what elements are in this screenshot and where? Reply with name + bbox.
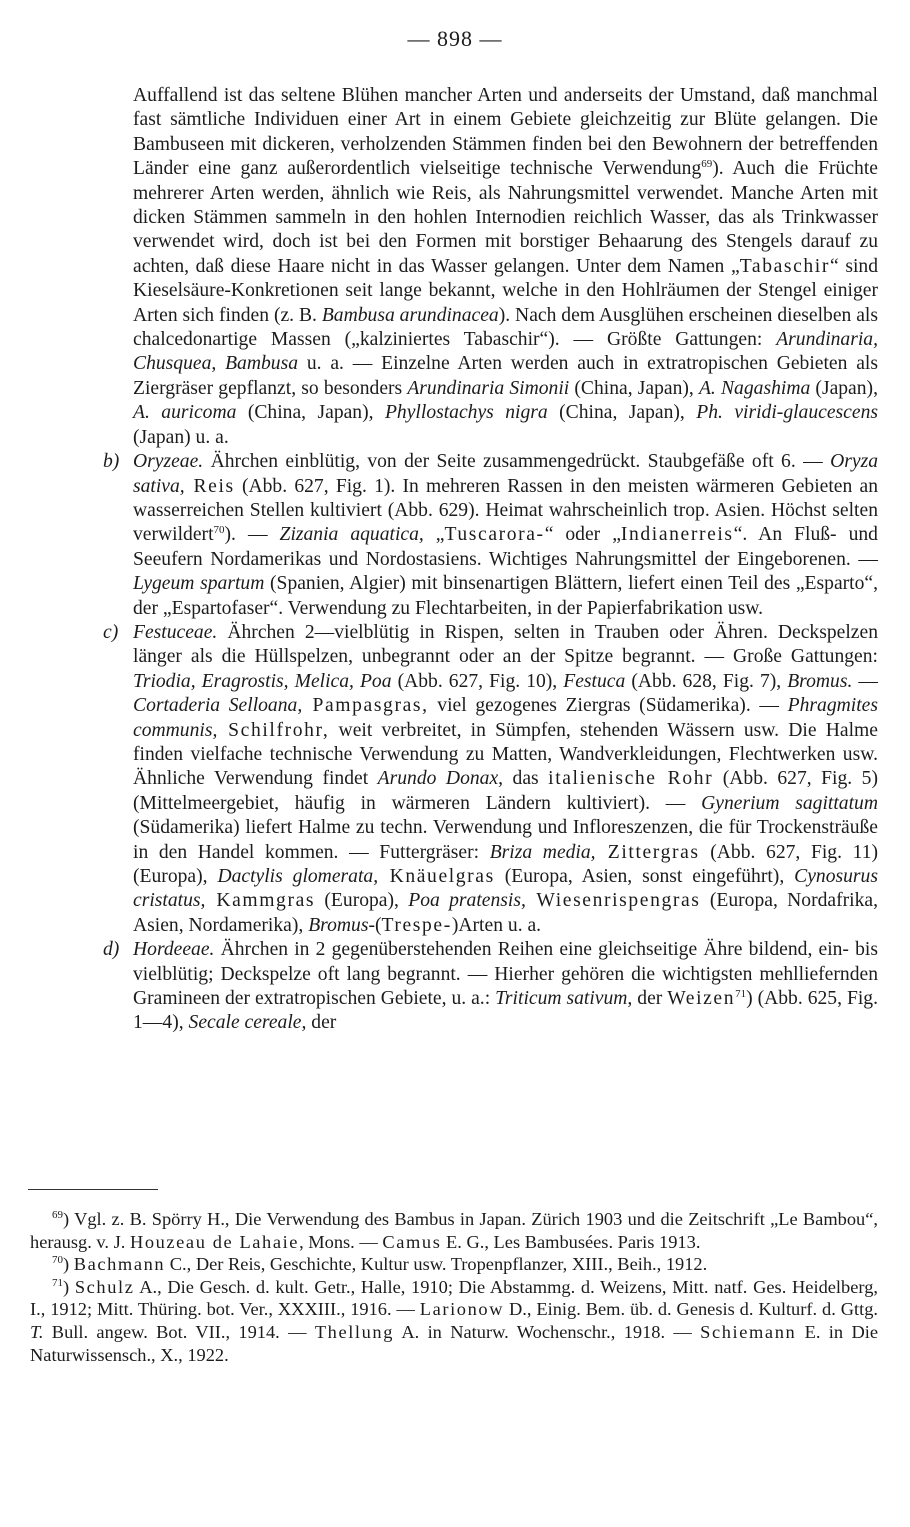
- section-d-hordeeae: [103, 938, 878, 1036]
- taxon: Triodia, Eragrostis, Melica, Poa: [133, 670, 392, 692]
- common-name: Pampasgras,: [302, 695, 429, 717]
- text: Ährchen in 2 gegenüberstehenden Reihen eine gleichseitige Ähre bildend, ein- bis vielblütig; Deckspelze oft lang begrannt. — Hierher gehören die wichtigsten mehlliefernden Gramineen der extratropischen Gebiete, u. a.:: [133, 939, 878, 1010]
- text: ). Auch die Früchte mehrerer Arten werden, ähnlich wie Reis, als Nahrungsmittel verwendet. Manche Arten mit dicken Stämmen sammeln in den hohlen Internodien reichlich Wasser, das als Trinkwasser verwendet wird, doch ist bei den Formen mit borstiger Behaarung des Stengels darauf zu achten, daß diese Haare nicht in das Wasser gelangen. Unter dem Namen „: [133, 158, 878, 277]
- text: —: [852, 670, 878, 692]
- taxon: Lygeum spartum: [133, 573, 265, 595]
- text: ): [63, 1254, 74, 1275]
- footnote-71: [30, 1276, 878, 1366]
- common-name: Schilfrohr,: [217, 719, 330, 741]
- common-name: Tuscarora-: [444, 524, 545, 546]
- author-name: Schiemann: [700, 1321, 797, 1342]
- text: (Europa),: [315, 890, 409, 912]
- footnote-number: 70: [52, 1254, 63, 1267]
- author-name: Larionow: [419, 1299, 505, 1320]
- text: (Abb. 627, Fig. 10),: [391, 670, 564, 692]
- taxon: Phragmites communis,: [133, 695, 878, 741]
- common-name: italienische Rohr: [548, 768, 714, 790]
- taxon: Dactylis glomerata,: [217, 866, 379, 887]
- footnote-number: 69: [52, 1209, 63, 1221]
- text: E. in Die Naturwissensch., X., 1922.: [30, 1321, 878, 1365]
- tribe-name: Hordeeae.: [133, 939, 215, 961]
- common-name: Zittergras: [595, 841, 700, 863]
- text: (Spanien, Algier) mit binsenartigen Blättern, liefert einen Teil des „Esparto“, der „Espartofaser“. Verwendung zu Flechtarbeiten, in der Papierfabrikation usw.: [133, 573, 879, 619]
- text: “ oder „: [544, 524, 621, 546]
- text: (Abb. 627, Fig. 1). In mehreren Rassen in den meisten wärmeren Gebieten an wasserreichen Stellen kultiviert (Abb. 629). Heimat wahrscheinlich trop. Asien. Höchst selten verwildert: [133, 475, 878, 546]
- tribe-name: Oryzeae.: [133, 451, 204, 473]
- common-name: Weizen: [667, 988, 736, 1010]
- taxon: A. Nagashima: [698, 377, 811, 399]
- text: der: [306, 1012, 337, 1034]
- taxon: Triticum sativum,: [495, 988, 633, 1010]
- text: (Abb. 627, Fig. 11) (Europa),: [133, 841, 879, 887]
- text: (Abb. 627, Fig. 5) (Mittelmeergebiet, häufig in wärmeren Ländern kultiviert). —: [133, 768, 878, 814]
- taxon: Bromus-: [308, 914, 375, 936]
- text: der: [632, 988, 668, 1010]
- taxon: Arundinaria, Chusquea, Bambusa: [133, 329, 878, 375]
- paragraph-bambuseae: [133, 84, 878, 450]
- footnote-ref-69: 69: [701, 158, 713, 171]
- common-name: Trespe-: [381, 914, 452, 936]
- taxon: Arundinaria Simonii: [407, 377, 570, 399]
- main-text: [103, 84, 879, 1036]
- tribe-name: Festuceae.: [133, 621, 218, 643]
- footnote-divider: [28, 1189, 158, 1190]
- taxon: Ph. viridi-glaucescens: [696, 402, 878, 424]
- text: das: [503, 768, 549, 790]
- text: A., Die Gesch. d. kult. Getr., Halle, 1910; Die Abstammg. d. Weizens, Mitt. natf. Ges. Heidelberg, I., 1912; Mitt. Thüring. bot. Ver., XXXIII., 1916. —: [30, 1276, 878, 1320]
- text: (Japan),: [810, 377, 878, 399]
- footnote-70: [30, 1253, 878, 1276]
- text: ). —: [224, 524, 280, 546]
- text: (China, Japan),: [569, 377, 699, 399]
- text: ) Vgl. z. B. Spörry H., Die Verwendung des Bambus in Japan. Zürich 1903 und die Zeitschrift „Le Bambou“, herausg. v. J.: [30, 1209, 878, 1252]
- taxon: T.: [30, 1321, 44, 1342]
- text: C., Der Reis, Geschichte, Kultur usw. Tropenpflanzer, XIII., Beih., 1912.: [165, 1254, 708, 1275]
- text: (Südamerika) liefert Halme zu techn. Verwendung und Infloreszenzen, die für Trockensträuße in den Handel kommen. — Futtergräser:: [133, 817, 878, 863]
- taxon: Briza media,: [489, 841, 596, 863]
- text: (Japan) u. a.: [133, 426, 229, 448]
- taxon: Bromus.: [787, 670, 853, 692]
- common-name: Reis: [184, 475, 235, 497]
- common-name: Wiesenrispengras: [525, 890, 701, 912]
- text: Bull. angew. Bot. VII., 1914. —: [43, 1321, 315, 1342]
- author-name: Schulz: [74, 1276, 135, 1297]
- footnote-69: [30, 1208, 878, 1253]
- footnote-ref-70: 70: [213, 524, 225, 537]
- section-label: c): [103, 621, 119, 643]
- author-name: Houzeau de Lahaie: [129, 1231, 300, 1252]
- section-c-festuceae: [103, 621, 879, 938]
- section-label: b): [103, 451, 120, 473]
- taxon: Phyllostachys nigra: [384, 402, 548, 424]
- footnote-number: 71: [52, 1276, 63, 1289]
- text: A. in Naturw. Wochenschr., 1918. —: [394, 1321, 701, 1342]
- taxon: Cortaderia Selloana,: [133, 695, 303, 717]
- text: (: [374, 914, 382, 936]
- taxon: Bambusa arundinacea: [321, 304, 499, 326]
- text: “. An Fluß- und Seeufern Nordamerikas und Nordostasiens. Wichtiges Nahrungsmittel der Eingeborenen. —: [133, 524, 878, 570]
- text: weit verbreitet, in Sümpfen, stehenden Wässern usw. Die Halme finden vielfache technische Verwendung zu Matten, Wandverkleidungen, Flechtwerken usw. Ähnliche Verwendung findet: [133, 719, 878, 790]
- footnotes: [30, 1208, 878, 1366]
- page-number: — 898 —: [407, 26, 503, 51]
- text: , Mons. —: [299, 1231, 383, 1252]
- author-name: Bachmann: [73, 1254, 166, 1275]
- taxon: Gynerium sagittatum: [701, 792, 878, 814]
- taxon: Cynosurus cristatus,: [133, 866, 878, 912]
- text: )Arten u. a.: [451, 914, 542, 936]
- text: ). Nach dem Ausglühen erscheinen dieselben als chalcedonartige Massen („kalziniertes Tabaschir“). — Größte Gattungen:: [133, 304, 879, 351]
- text: (China, Japan),: [236, 402, 385, 424]
- text: “ sind Kieselsäure-Konkretionen seit lange bekannt, welche in den Hohlräumen der Stengel einiger Arten sich finden (z. B.: [133, 255, 878, 326]
- common-name: Knäuelgras: [378, 866, 495, 887]
- taxon: Poa pratensis,: [408, 890, 526, 912]
- section-b-oryzeae: [103, 450, 879, 621]
- taxon: Oryza sativa,: [133, 451, 878, 497]
- text: ): [63, 1276, 75, 1297]
- text: u. a. — Einzelne Arten werden auch in extratropischen Gebieten als Ziergräser gepflanzt, so besonders: [133, 353, 878, 399]
- taxon: Arundo Donax,: [377, 768, 504, 790]
- taxon: Secale cereale,: [188, 1012, 307, 1034]
- text: (Europa, Asien, sonst eingeführt),: [494, 866, 795, 887]
- term-tabaschir: Tabaschir: [739, 255, 830, 277]
- footnote-ref-71: 71: [735, 988, 747, 1001]
- text: (Europa, Nordafrika, Asien, Nordamerika),: [133, 890, 878, 936]
- text: viel gezogenes Ziergras (Südamerika). —: [428, 695, 788, 717]
- section-label: d): [103, 939, 120, 961]
- text: D., Einig. Bem. üb. d. Genesis d. Kulturf. d. Gttg.: [504, 1299, 878, 1320]
- taxon: Zizania aquatica,: [279, 524, 424, 546]
- common-name: Kammgras: [205, 890, 316, 912]
- taxon: A. auricoma: [133, 402, 237, 424]
- text: „: [423, 524, 445, 546]
- text: E. G., Les Bambusées. Paris 1913.: [441, 1231, 701, 1252]
- text: Ährchen 2—vielblütig in Rispen, selten in Trauben oder Ähren. Deckspelzen länger als die Hüllspelzen, unbegrannt oder an der Spitze begrannt. — Große Gattungen:: [133, 621, 878, 668]
- author-name: Camus: [382, 1231, 442, 1252]
- text: ) (Abb. 625, Fig. 1—4),: [133, 988, 878, 1034]
- text: Auffallend ist das seltene Blühen mancher Arten und anderseits der Umstand, daß manchmal fast sämtliche Individuen einer Art in einem Gebiete gleichzeitig zur Blüte gelangen. Die Bambuseen mit dickeren, verholzenden Stämmen finden bei den Bewohnern der betreffenden Länder eine ganz außerordentlich vielseitige technische Verwendung: [133, 85, 878, 180]
- text: (China, Japan),: [547, 402, 697, 424]
- common-name: Indianerreis: [620, 524, 734, 546]
- text: Ährchen einblütig, von der Seite zusammengedrückt. Staubgefäße oft 6. —: [203, 451, 831, 473]
- taxon: Festuca: [563, 670, 626, 692]
- text: (Abb. 628, Fig. 7),: [625, 670, 788, 692]
- author-name: Thellung: [314, 1321, 395, 1342]
